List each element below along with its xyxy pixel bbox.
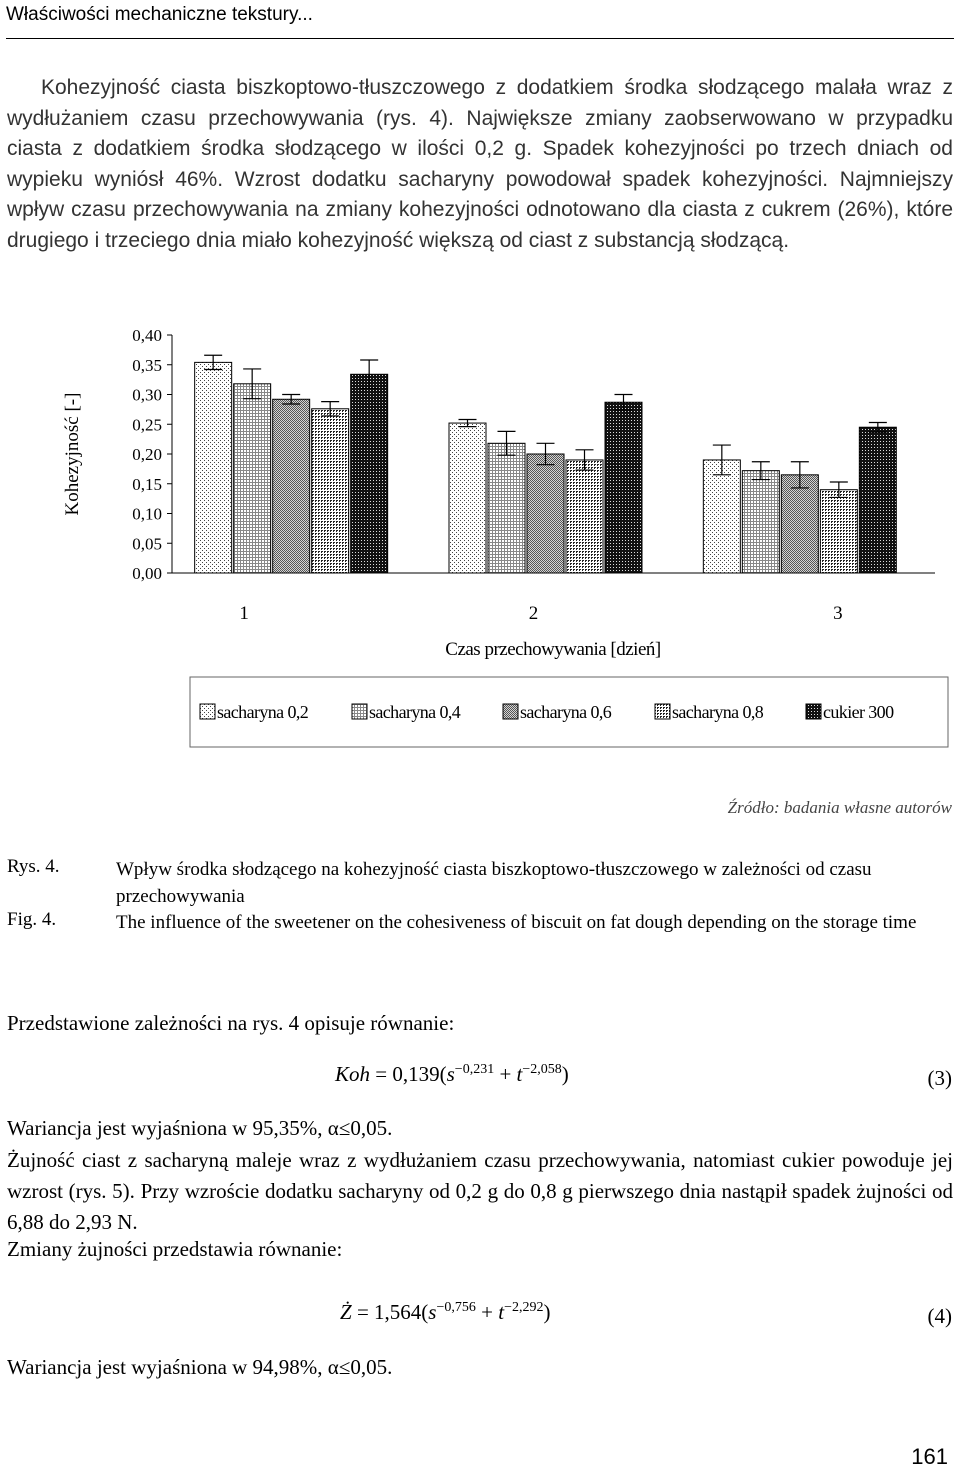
- legend-label: sacharyna 0,6: [520, 702, 612, 722]
- legend-label: sacharyna 0,4: [369, 702, 461, 722]
- equation-3: Koh = $0,139(s^{-0,231} + t^{-2,058})$: [335, 1062, 569, 1086]
- variance-note-3: Wariancja jest wyjaśniona w 95,35%, α≤0,05.: [7, 1116, 393, 1140]
- equation-3-exp-t: −2,058: [522, 1062, 562, 1077]
- bar: [312, 409, 349, 573]
- cohesiveness-bar-chart: [0, 320, 960, 760]
- y-tick-label: 0,00: [132, 564, 162, 583]
- y-tick-label: 0,05: [132, 534, 162, 554]
- figure-label-pl: Rys. 4.: [7, 856, 60, 877]
- equation-4-intro: Zmiany żujności przedstawia równanie:: [7, 1237, 343, 1261]
- equation-3-exp-s: −0,231: [454, 1062, 495, 1077]
- equation-3-number: (3): [927, 1066, 952, 1090]
- source-note: Źródło: badania własne autorów: [727, 798, 952, 817]
- bar: [234, 384, 271, 573]
- y-tick-label: 0,25: [132, 415, 162, 435]
- bar: [527, 454, 564, 573]
- page-number: 161: [911, 1444, 948, 1469]
- equation-4-exp-t: −2,292: [504, 1300, 544, 1315]
- bar: [488, 443, 525, 573]
- legend-label: cukier 300: [823, 702, 894, 722]
- bar: [820, 490, 857, 573]
- body-paragraph-2: Żujność ciast z sacharyną maleje wraz z wydłużaniem czasu przechowywania, natomiast cukier powoduje jej wzrost (rys. 5). Przy wzroście dodatku sacharyny od 0,2 g do 0,8 g pierwszego dnia nastąpił spadek żujności od 6,88 do 2,93 N.: [7, 1148, 953, 1234]
- y-tick-label: 0,35: [132, 355, 162, 375]
- bar: [449, 423, 486, 573]
- bar: [781, 475, 818, 573]
- equation-3-lhs: Koh: [335, 1062, 371, 1086]
- legend-label: sacharyna 0,8: [672, 702, 764, 722]
- equation-3-intro: Przedstawione zależności na rys. 4 opisuje równanie:: [7, 1011, 455, 1035]
- legend-swatch: [503, 704, 518, 719]
- figure-caption-en: The influence of the sweetener on the cohesiveness of biscuit on fat dough depending on the storage time: [116, 912, 917, 933]
- y-tick-label: 0,40: [132, 326, 162, 345]
- bar: [566, 460, 603, 573]
- x-tick-label: 1: [239, 603, 249, 624]
- running-header: Właściwości mechaniczne tekstury...: [6, 4, 313, 25]
- header-rule: [6, 38, 954, 39]
- bar: [859, 427, 896, 573]
- x-tick-label: 3: [833, 603, 843, 624]
- bar: [605, 402, 642, 573]
- variance-note-4: Wariancja jest wyjaśniona w 94,98%, α≤0,05.: [7, 1355, 393, 1379]
- x-axis-label: Czas przechowywania [dzień]: [445, 639, 661, 660]
- bar: [742, 471, 779, 573]
- y-tick-label: 0,10: [132, 504, 162, 524]
- equation-4-lhs: Ż: [340, 1300, 352, 1324]
- figure-label-en: Fig. 4.: [7, 909, 57, 930]
- equation-4-number: (4): [927, 1304, 952, 1328]
- bar: [703, 460, 740, 573]
- bar: [351, 374, 388, 573]
- body-paragraph-1: [7, 73, 953, 256]
- y-tick-label: 0,20: [132, 445, 162, 464]
- x-tick-label: 2: [528, 603, 539, 624]
- equation-4: Ż = $1,564(s^{-0,756} + t^{-2,292})$: [340, 1300, 551, 1324]
- bar: [195, 362, 232, 573]
- legend-swatch: [200, 704, 215, 719]
- equation-4-exp-s: −0,756: [436, 1300, 476, 1315]
- y-tick-label: 0,15: [132, 474, 162, 494]
- legend-label: sacharyna 0,2: [217, 702, 309, 722]
- equation-3-coef: 0,139: [392, 1062, 440, 1086]
- y-tick-label: 0,30: [132, 385, 162, 405]
- legend-swatch: [655, 704, 670, 719]
- y-axis-label: Kohezyjność [-]: [62, 392, 83, 516]
- bar: [273, 399, 310, 573]
- legend-swatch: [352, 704, 367, 719]
- equation-4-coef: 1,564: [374, 1300, 422, 1324]
- body-paragraph-1-text: Kohezyjność ciasta biszkoptowo-tłuszczowego z dodatkiem środka słodzącego malała wraz z wydłużaniem czasu przechowywania (rys. 4). Największe zmiany zaobserwowano w przypadku ciasta z dodatkiem środka słodzącego w ilości 0,2 g. Spadek kohezyjności po trzech dniach od wypieku wyniósł 46%. Wzrost dodatku sacharyny powodował spadek kohezyjności. Najmniejszy wpływ czasu przechowywania na zmiany kohezyjności odnotowano dla ciasta z cukrem (26%), które drugiego i trzeciego dnia miało kohezyjność większą od ciast z substancją słodzącą.: [7, 76, 953, 252]
- legend-swatch: [806, 704, 821, 719]
- figure-caption-pl: Wpływ środka słodzącego na kohezyjność ciasta biszkoptowo-tłuszczowego w zależności od czasu przechowywania: [116, 859, 872, 907]
